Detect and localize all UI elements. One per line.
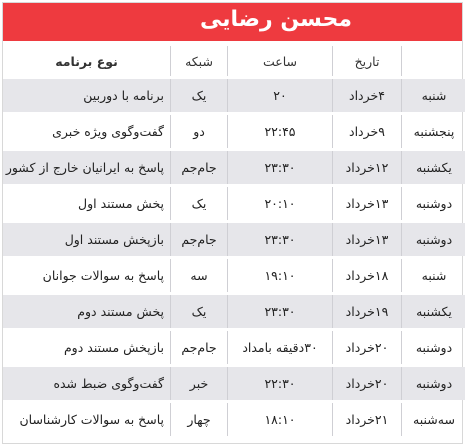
time-cell: ۱۸:۱۰ [227, 403, 332, 436]
title-banner [3, 3, 462, 41]
schedule-table [3, 43, 465, 439]
date-cell: ۱۹خرداد [332, 295, 401, 328]
program-text: پاسخ به سوالات جوانان [42, 268, 164, 283]
candidate-name: محسن رضایی [199, 7, 352, 32]
program-text: بازپخش مستند دوم [63, 340, 164, 355]
program-cell [3, 295, 170, 328]
network-cell: چهار [170, 403, 227, 436]
day-cell: دوشنبه [401, 187, 465, 220]
date-cell: ۱۳خرداد [332, 187, 401, 220]
network-cell: یک [170, 79, 227, 112]
day-cell: پنجشنبه [401, 115, 465, 148]
table-row [3, 331, 465, 364]
header-time: ساعت [227, 46, 332, 76]
day-cell: دوشنبه [401, 367, 465, 400]
day-cell: سه‌شنبه [401, 403, 465, 436]
time-cell: ۲۳:۳۰ [227, 223, 332, 256]
program-cell [3, 187, 170, 220]
program-cell [3, 259, 170, 292]
table-row [3, 187, 465, 220]
network-cell: جام‌جم [170, 151, 227, 184]
day-cell: دوشنبه [401, 223, 465, 256]
table-row [3, 295, 465, 328]
date-cell: ۹خرداد [332, 115, 401, 148]
program-cell [3, 151, 170, 184]
network-cell: خبر [170, 367, 227, 400]
time-cell: ۲۲:۴۵ [227, 115, 332, 148]
program-text: پاسخ به ایرانیان خارج از کشور [5, 160, 164, 175]
time-cell: ۱۹:۱۰ [227, 259, 332, 292]
network-cell: جام‌جم [170, 223, 227, 256]
program-text: بازپخش مستند اول [64, 232, 164, 247]
header-date: تاریخ [332, 46, 401, 76]
program-text: گفت‌وگوی ضبط شده [53, 376, 164, 391]
program-cell [3, 223, 170, 256]
network-cell: سه [170, 259, 227, 292]
network-cell: یک [170, 187, 227, 220]
network-cell: جام‌جم [170, 331, 227, 364]
program-text: برنامه با دوربین [83, 88, 164, 103]
network-cell: یک [170, 295, 227, 328]
program-cell [3, 403, 170, 436]
table-row [3, 115, 465, 148]
table-row [3, 223, 465, 256]
program-cell [3, 367, 170, 400]
table-row [3, 403, 465, 436]
table-row [3, 79, 465, 112]
date-cell: ۲۱خرداد [332, 403, 401, 436]
header-day [401, 46, 465, 76]
network-cell: دو [170, 115, 227, 148]
date-cell: ۱۲خرداد [332, 151, 401, 184]
day-cell: دوشنبه [401, 331, 465, 364]
date-cell: ۲۰خرداد [332, 367, 401, 400]
time-cell: ۲۲:۳۰ [227, 367, 332, 400]
program-text: پخش مستند اول [78, 196, 164, 211]
program-cell [3, 115, 170, 148]
header-network: شبکه [170, 46, 227, 76]
day-cell: یکشنبه [401, 151, 465, 184]
date-cell: ۴خرداد [332, 79, 401, 112]
table-row [3, 367, 465, 400]
table-row [3, 259, 465, 292]
date-cell: ۱۸خرداد [332, 259, 401, 292]
program-cell [3, 79, 170, 112]
header-row [3, 46, 465, 76]
program-text: پخش مستند دوم [77, 304, 164, 319]
schedule-panel [2, 2, 463, 444]
day-cell: یکشنبه [401, 295, 465, 328]
table-row [3, 151, 465, 184]
header-program: نوع برنامه [55, 53, 118, 69]
date-cell: ۲۰خرداد [332, 331, 401, 364]
time-cell: ۲۰ [227, 79, 332, 112]
day-cell: شنبه [401, 79, 465, 112]
day-cell: شنبه [401, 259, 465, 292]
time-cell: ۳۰دقیقه بامداد [227, 331, 332, 364]
date-cell: ۱۳خرداد [332, 223, 401, 256]
program-text: پاسخ به سوالات کارشناسان [19, 412, 164, 427]
program-cell [3, 331, 170, 364]
time-cell: ۲۳:۳۰ [227, 151, 332, 184]
time-cell: ۲۰:۱۰ [227, 187, 332, 220]
program-text: گفت‌وگوی ویژه خبری [52, 124, 164, 139]
time-cell: ۲۳:۳۰ [227, 295, 332, 328]
